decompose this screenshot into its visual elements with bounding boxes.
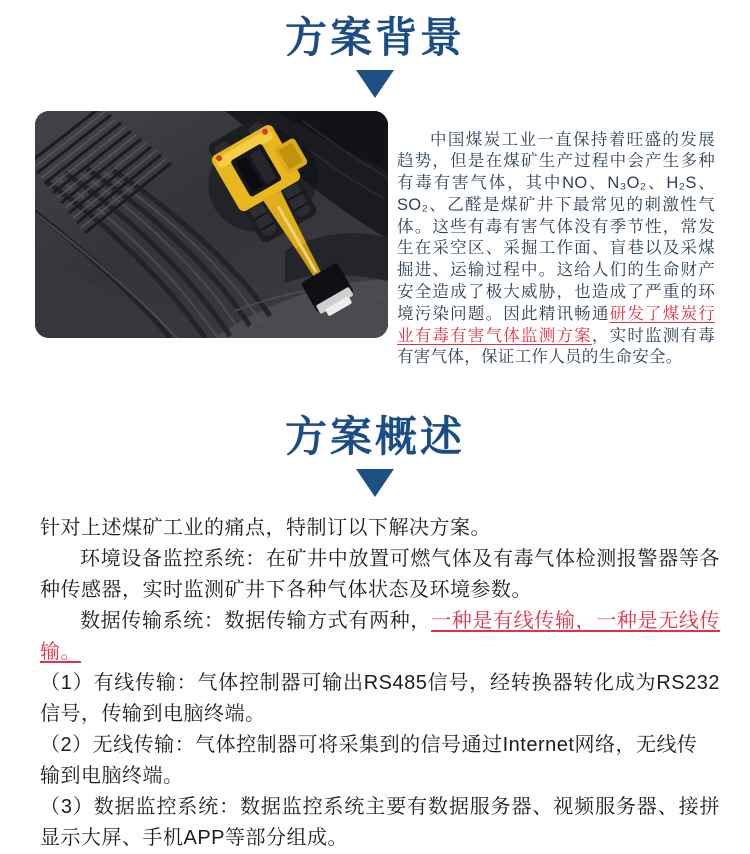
transmission-emphasis: 一种是有线传输，一种是无线传输。 bbox=[40, 609, 721, 663]
hero-row bbox=[35, 111, 715, 386]
overview-paragraph-5-line1: （2）无线传输：气体控制器可将采集到的信号通过Internet网络，无线传 bbox=[40, 733, 698, 756]
overview-paragraph-3-text: 数据传输系统：数据传输方式有两种， bbox=[80, 609, 432, 632]
section-overview-title: 方案概述 bbox=[284, 412, 465, 460]
coal-excavator-illustration bbox=[35, 111, 388, 338]
section-background-title: 方案背景 bbox=[284, 14, 465, 61]
overview-paragraph-6: （3）数据监控系统：数据监控系统主要有数据服务器、视频服务器、接拼显示大屏、手机APP等部分组成。 bbox=[40, 795, 720, 849]
background-paragraph bbox=[397, 128, 715, 370]
overview-paragraph-3 bbox=[40, 606, 720, 668]
overview-paragraph-4: （1）有线传输：气体控制器可输出RS485信号，经转换器转化成为RS232信号，传输到电脑终端。 bbox=[40, 671, 720, 725]
background-paragraph-text: 中国煤炭工业一直保持着旺盛的发展趋势，但是在煤矿生产过程中会产生多种有毒有害气体，其中NO、N₃O₂、H₂S、SO₂、乙醛是煤矿井下最常见的刺激性气体。这些有毒有害气体没有季节性，常发生在采空区、采掘工作面、盲巷以及采煤掘进、运输过程中。这给人们的生命财产安全造成了极大威胁，也造成了严重的环境污染问题。因此精讯畅通 bbox=[397, 130, 715, 323]
overview-paragraph-5-line2: 输到电脑终端。 bbox=[40, 764, 184, 787]
triangle-down-icon bbox=[356, 469, 394, 497]
overview-body bbox=[40, 513, 720, 854]
coal-mine-photo bbox=[35, 111, 388, 338]
triangle-down-icon bbox=[356, 70, 394, 98]
overview-paragraph-1: 针对上述煤矿工业的痛点，特制订以下解决方案。 bbox=[40, 516, 491, 539]
overview-paragraph-5 bbox=[40, 730, 720, 792]
section-background-header bbox=[0, 0, 750, 98]
background-paragraph-text-after: ，实时监测有毒有害气体，保证工作人员的生命安全。 bbox=[397, 326, 715, 367]
solution-link[interactable]: 研发了煤炭行业有毒有害气体监测方案 bbox=[397, 304, 715, 345]
section-overview-header bbox=[0, 386, 750, 497]
overview-paragraph-2: 环境设备监控系统：在矿井中放置可燃气体及有毒气体检测报警器等各种传感器，实时监测矿井下各种气体状态及环境参数。 bbox=[40, 547, 720, 601]
